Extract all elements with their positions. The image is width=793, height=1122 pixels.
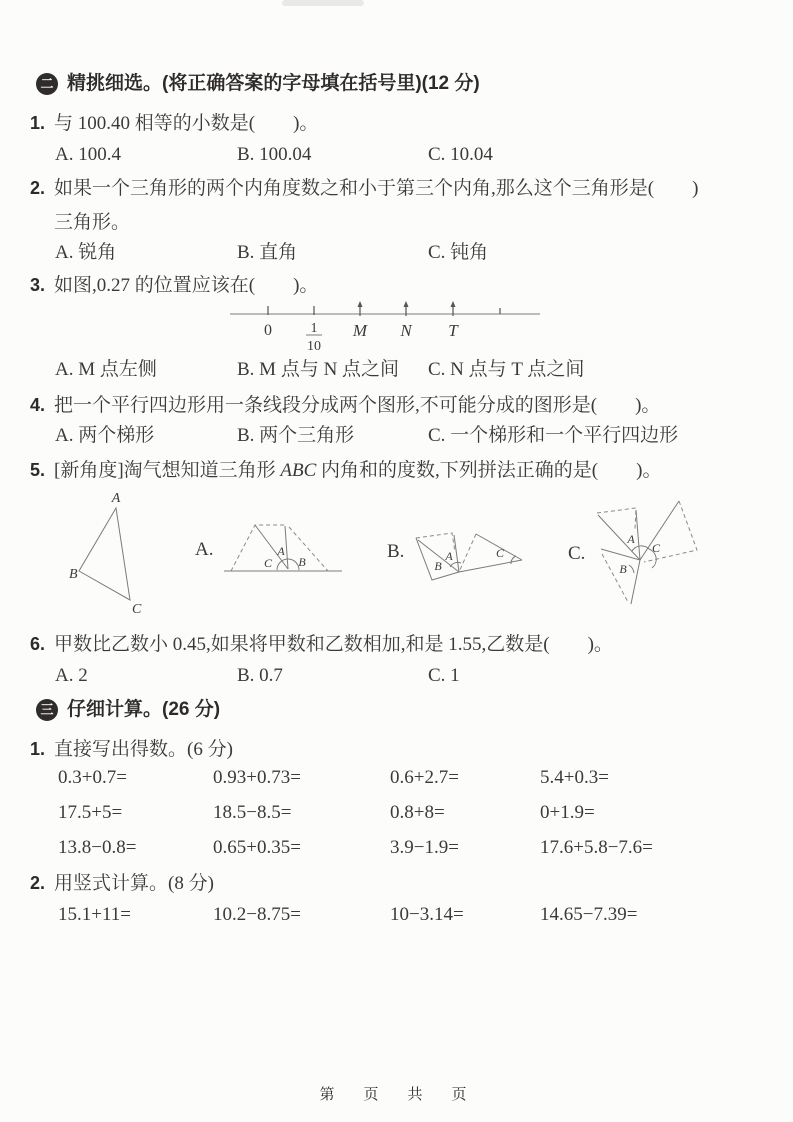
angle-b-label: B [619, 562, 627, 576]
calc-sub2-number: 2. [30, 873, 46, 893]
option-c: C. 1 [428, 665, 460, 686]
calc-sub1-title [30, 738, 233, 762]
question-2 [30, 177, 698, 201]
question-2-text: 如果一个三角形的两个内角度数之和小于第三个内角,那么这个三角形是( ) [54, 178, 699, 199]
question-4 [30, 394, 660, 418]
angle-a-label: A [445, 549, 453, 563]
question-3 [30, 274, 318, 298]
calc-sub1-number: 1. [30, 739, 46, 759]
question-3-number: 3. [30, 275, 46, 295]
numberline-frac-denominator: 10 [307, 339, 321, 354]
option-b: B. 两个三角形 [237, 425, 355, 446]
question-6-number: 6. [30, 634, 46, 654]
option-a: A. M 点左侧 [55, 359, 157, 380]
question-1 [30, 112, 318, 136]
expression: 18.5−8.5= [213, 802, 292, 823]
angle-b-label: B [434, 559, 442, 573]
expression: 14.65−7.39= [540, 904, 638, 925]
option-a: A. 100.4 [55, 144, 121, 165]
option-a: A. 2 [55, 665, 88, 686]
diagram-option-c-label: C. [568, 543, 586, 564]
option-b: B. M 点与 N 点之间 [237, 359, 400, 380]
option-b: B. 100.04 [237, 144, 312, 165]
section-calc-title: 仔细计算。(26 分) [67, 699, 221, 720]
calc-sub2-text: 用竖式计算。(8 分) [54, 873, 214, 894]
section-two-icon: 二 [36, 73, 58, 95]
expression: 0.93+0.73= [213, 767, 301, 788]
scan-artifact [282, 0, 364, 6]
question-2-number: 2. [30, 178, 46, 198]
option-c: C. N 点与 T 点之间 [428, 359, 585, 380]
diagram-option-b-label: B. [387, 541, 405, 562]
question-6-options [55, 664, 765, 688]
option-c: C. 一个梯形和一个平行四边形 [428, 425, 679, 446]
question-3-text: 如图,0.27 的位置应该在( )。 [54, 275, 319, 296]
option-a: A. 两个梯形 [55, 425, 155, 446]
triangle-abc-name: ABC [280, 460, 317, 481]
expression: 0+1.9= [540, 802, 595, 823]
expression: 0.6+2.7= [390, 767, 459, 788]
option-a: A. 锐角 [55, 242, 117, 263]
question-3-options [55, 358, 765, 382]
expression: 13.8−0.8= [58, 837, 137, 858]
question-5-diagrams [30, 480, 763, 630]
vertex-b-label: B [69, 567, 78, 582]
expression: 17.6+5.8−7.6= [540, 837, 653, 858]
question-6-text: 甲数比乙数小 0.45,如果将甲数和乙数相加,和是 1.55,乙数是( )。 [54, 634, 613, 655]
diagram-option-a-label: A. [195, 539, 214, 560]
section-choice-header [36, 72, 480, 96]
expression: 17.5+5= [58, 802, 123, 823]
numberline-label-n: N [400, 321, 412, 340]
angle-c-label: C [263, 556, 273, 570]
question-4-number: 4. [30, 395, 46, 415]
numberline-label-t: T [448, 321, 458, 340]
vertical-calc-grid [58, 903, 765, 927]
question-4-text: 把一个平行四边形用一条线段分成两个图形,不可能分成的图形是( )。 [54, 395, 661, 416]
angle-c-label: C [495, 546, 505, 560]
question-4-options [55, 424, 765, 448]
expression: 15.1+11= [58, 904, 131, 925]
expression: 0.65+0.35= [213, 837, 301, 858]
diagram-option-b [412, 522, 530, 586]
expression: 10−3.14= [390, 904, 464, 925]
angle-b-label: B [298, 555, 306, 569]
option-c: C. 10.04 [428, 144, 493, 165]
vertex-c-label: C [132, 602, 142, 617]
section-choice-title: 精挑细选。(将正确答案的字母填在括号里)(12 分) [67, 73, 480, 94]
calc-sub2-title [30, 872, 214, 896]
angle-c-label: C [651, 541, 661, 555]
diagram-option-a [220, 513, 346, 581]
expression: 5.4+0.3= [540, 767, 609, 788]
section-three-icon: 三 [36, 699, 58, 721]
expression: 3.9−1.9= [390, 837, 459, 858]
option-b: B. 直角 [237, 242, 298, 263]
expression: 10.2−8.75= [213, 904, 301, 925]
numberline-label-zero: 0 [264, 322, 272, 339]
page-footer: 第 页 共 页 [319, 1086, 474, 1103]
angle-a-label: A [277, 544, 285, 558]
question-1-options [55, 143, 765, 167]
reference-triangle-diagram [68, 492, 148, 617]
expression: 0.8+8= [390, 802, 445, 823]
diagram-option-c [592, 498, 704, 610]
number-line-diagram [228, 298, 543, 354]
calc-sub1-text: 直接写出得数。(6 分) [54, 739, 233, 760]
question-5-text: [新角度]淘气想知道三角形 ABC 内角和的度数,下列拼法正确的是( )。 [54, 460, 662, 481]
option-c: C. 钝角 [428, 242, 489, 263]
question-2-options [55, 241, 765, 265]
angle-a-label: A [627, 532, 635, 546]
option-b: B. 0.7 [237, 665, 283, 686]
question-2-text-line2: 三角形。 [54, 212, 131, 233]
section-calc-header [36, 698, 220, 722]
question-1-text: 与 100.40 相等的小数是( )。 [54, 113, 319, 134]
numberline-frac-numerator: 1 [310, 321, 318, 336]
numberline-label-m: M [352, 321, 368, 340]
question-5-number: 5. [30, 460, 46, 480]
question-6 [30, 633, 613, 657]
question-1-number: 1. [30, 113, 46, 133]
mental-math-grid [58, 766, 765, 871]
vertex-a-label: A [111, 491, 121, 506]
expression: 0.3+0.7= [58, 767, 127, 788]
